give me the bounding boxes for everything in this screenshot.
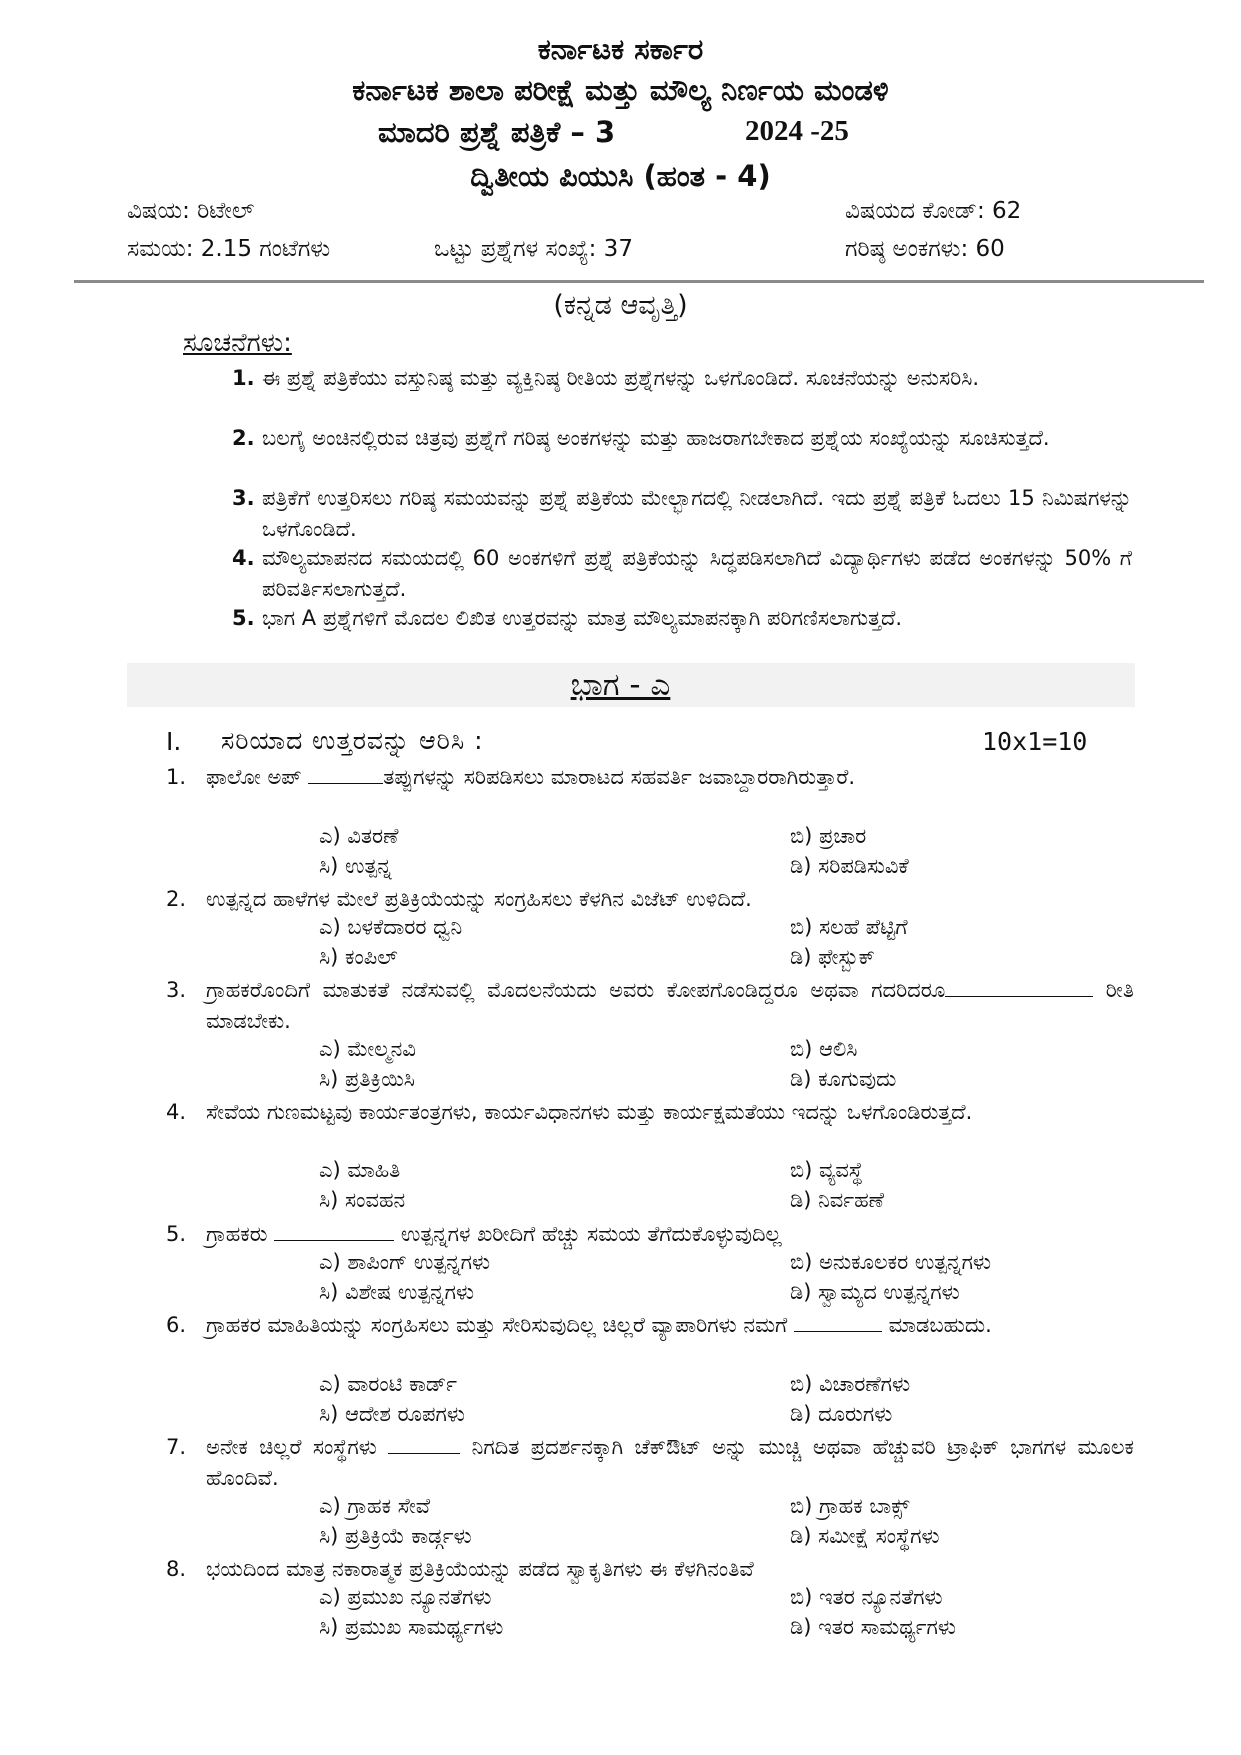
answer-blank bbox=[794, 1311, 882, 1332]
class-title: ದ್ವಿತೀಯ ಪಿಯುಸಿ (ಹಂತ - 4) bbox=[470, 159, 771, 193]
instruction-text: ಪತ್ರಿಕೆಗೆ ಉತ್ತರಿಸಲು ಗರಿಷ್ಠ ಸಮಯವನ್ನು ಪ್ರಶ್ನೆ ಪತ್ರಿಕೆಯ ಮೇಲ್ಭಾಗದಲ್ಲಿ ನೀಡಲಾಗಿದೆ. ಇದು ಪ್ರಶ್ನೆ ಪತ್ರಿಕೆ ಓದಲು 15 ನಿಮಿಷಗಳನ್ನು ಒಳಗೊಂಡಿದೆ. bbox=[262, 486, 1132, 541]
option-a: ಎ) ಶಾಪಿಂಗ್ ಉತ್ಪನ್ನಗಳು bbox=[319, 1250, 491, 1274]
option-b: ಬಿ) ಪ್ರಚಾರ bbox=[790, 824, 867, 848]
question bbox=[166, 1554, 1134, 1585]
instruction-text: ಮೌಲ್ಯಮಾಪನದ ಸಮಯದಲ್ಲಿ 60 ಅಂಕಗಳಿಗೆ ಪ್ರಶ್ನೆ ಪತ್ರಿಕೆಯನ್ನು ಸಿದ್ಧಪಡಿಸಲಾಗಿದೆ ವಿದ್ಯಾರ್ಥಿಗಳು ಪಡೆದ ಅಂಕಗಳನ್ನು 50% ಗೆ ಪರಿವರ್ತಿಸಲಾಗುತ್ತದೆ. bbox=[262, 546, 1132, 601]
option-c: ಸಿ) ಸಂವಹನ bbox=[319, 1188, 406, 1212]
instruction-text: ಈ ಪ್ರಶ್ನೆ ಪತ್ರಿಕೆಯು ವಸ್ತುನಿಷ್ಠ ಮತ್ತು ವ್ಯಕ್ತಿನಿಷ್ಠ ರೀತಿಯ ಪ್ರಶ್ನೆಗಳನ್ನು ಒಳಗೊಂಡಿದೆ. ಸೂಚನೆಯನ್ನು ಅನುಸರಿಸಿ. bbox=[262, 366, 980, 390]
option-a: ಎ) ಬಳಕೆದಾರರ ಧ್ವನಿ bbox=[319, 915, 463, 939]
instruction-item bbox=[232, 543, 1132, 605]
option-a: ಎ) ಪ್ರಮುಖ ನ್ಯೂನತೆಗಳು bbox=[319, 1585, 492, 1609]
option-a: ಎ) ಗ್ರಾಹಕ ಸೇವೆ bbox=[319, 1494, 431, 1518]
option-b: ಬಿ) ವಿಚಾರಣೆಗಳು bbox=[790, 1372, 911, 1396]
question-text bbox=[206, 1219, 1134, 1250]
instruction-number: 1. bbox=[232, 366, 255, 390]
question-text-after: ರೀತಿ ಮಾಡಬೇಕು. bbox=[206, 978, 1134, 1033]
question-number: 4. bbox=[166, 1100, 187, 1124]
option-d: ಡಿ) ಫೇಸ್ಬುಕ್ bbox=[790, 945, 875, 969]
question-text-after: ಮಾಡಬಹುದು. bbox=[888, 1313, 992, 1337]
question-text bbox=[206, 1310, 1134, 1341]
question bbox=[166, 1097, 1134, 1128]
answer-blank bbox=[274, 1220, 394, 1241]
question-text-before: ಗ್ರಾಹಕರು bbox=[206, 1222, 268, 1246]
paper-title: ಮಾದರಿ ಪ್ರಶ್ನೆ ಪತ್ರಿಕೆ – 3 bbox=[378, 115, 616, 149]
instruction-number: 2. bbox=[232, 426, 255, 450]
option-a: ಎ) ವಿತರಣೆ bbox=[319, 824, 399, 848]
option-a: ಎ) ಮೇಲ್ಮನವಿ bbox=[319, 1037, 416, 1061]
question bbox=[166, 1219, 1134, 1250]
part-title: ಭಾಗ - ಎ bbox=[570, 667, 671, 703]
instruction-item bbox=[232, 423, 1132, 454]
instruction-number: 4. bbox=[232, 546, 255, 570]
section-marks: 10x1=10 bbox=[982, 727, 1088, 756]
edition-label: (ಕನ್ನಡ ಆವೃತ್ತಿ) bbox=[553, 290, 688, 321]
question-text-before: ಫಾಲೋ ಅಪ್ bbox=[206, 765, 302, 789]
option-b: ಬಿ) ವ್ಯವಸ್ಥೆ bbox=[790, 1158, 863, 1182]
question-text: ಉತ್ಪನ್ನದ ಹಾಳೆಗಳ ಮೇಲೆ ಪ್ರತಿಕ್ರಿಯೆಯನ್ನು ಸಂಗ್ರಹಿಸಲು ಕೆಳಗಿನ ವಿಜೆಟ್ ಉಳಿದಿದೆ. bbox=[206, 887, 752, 911]
option-b: ಬಿ) ಸಲಹೆ ಪೆಟ್ಟಿಗೆ bbox=[790, 915, 908, 939]
answer-blank bbox=[388, 1433, 460, 1454]
option-d: ಡಿ) ನಿರ್ವಹಣೆ bbox=[790, 1188, 884, 1212]
instruction-item bbox=[232, 603, 1132, 634]
board-title: ಕರ್ನಾಟಕ ಶಾಲಾ ಪರೀಕ್ಷೆ ಮತ್ತು ಮೌಲ್ಯ ನಿರ್ಣಯ ಮಂಡಳಿ bbox=[352, 73, 889, 107]
option-d: ಡಿ) ದೂರುಗಳು bbox=[790, 1402, 893, 1426]
option-a: ಎ) ವಾರಂಟಿ ಕಾರ್ಡ್ bbox=[319, 1372, 457, 1396]
question-text-before: ಗ್ರಾಹಕರೊಂದಿಗೆ ಮಾತುಕತೆ ನಡೆಸುವಲ್ಲಿ ಮೊದಲನೆಯದು ಅವರು ಕೋಪಗೊಂಡಿದ್ದರೂ ಅಥವಾ ಗದರಿದರೂ bbox=[206, 978, 946, 1002]
question-text bbox=[206, 975, 1134, 1037]
question-text: ಸೇವೆಯ ಗುಣಮಟ್ಟವು ಕಾರ್ಯತಂತ್ರಗಳು, ಕಾರ್ಯವಿಧಾನಗಳು ಮತ್ತು ಕಾರ್ಯಕ್ಷಮತೆಯು ಇದನ್ನು ಒಳಗೊಂಡಿರುತ್ತದೆ. bbox=[206, 1100, 973, 1124]
instructions-title: ಸೂಚನೆಗಳು: bbox=[183, 328, 292, 358]
instruction-item bbox=[232, 363, 1132, 394]
academic-year: 2024 -25 bbox=[745, 115, 849, 147]
option-c: ಸಿ) ಪ್ರತಿಕ್ರಿಯೆ ಕಾರ್ಡ್ಗಳು bbox=[319, 1524, 472, 1548]
option-b: ಬಿ) ಅನುಕೂಲಕರ ಉತ್ಪನ್ನಗಳು bbox=[790, 1250, 992, 1274]
option-c: ಸಿ) ಆದೇಶ ರೂಪಗಳು bbox=[319, 1402, 465, 1426]
option-b: ಬಿ) ಇತರ ನ್ಯೂನತೆಗಳು bbox=[790, 1585, 943, 1609]
question-number: 7. bbox=[166, 1435, 187, 1459]
option-d: ಡಿ) ಸಮೀಕ್ಷೆ ಸಂಸ್ಥೆಗಳು bbox=[790, 1524, 940, 1548]
option-c: ಸಿ) ಕಂಪಿಲ್ bbox=[319, 945, 398, 969]
question-number: 1. bbox=[166, 765, 187, 789]
section-number: I. bbox=[166, 727, 182, 756]
instruction-item bbox=[232, 483, 1132, 545]
question-number: 3. bbox=[166, 978, 187, 1002]
max-marks: ಗರಿಷ್ಠ ಅಂಕಗಳು: 60 bbox=[845, 236, 1005, 262]
option-d: ಡಿ) ಕೂಗುವುದು bbox=[790, 1067, 897, 1091]
option-b: ಬಿ) ಗ್ರಾಹಕ ಬಾಕ್ಸ್ bbox=[790, 1494, 910, 1518]
instruction-text: ಭಾಗ A ಪ್ರಶ್ನೆಗಳಿಗೆ ಮೊದಲ ಲಿಖಿತ ಉತ್ತರವನ್ನು ಮಾತ್ರ ಮೌಲ್ಯಮಾಪನಕ್ಕಾಗಿ ಪರಿಗಣಿಸಲಾಗುತ್ತದೆ. bbox=[262, 606, 903, 630]
question-text-before: ಅನೇಕ ಚಿಲ್ಲರೆ ಸಂಸ್ಥೆಗಳು bbox=[206, 1435, 377, 1459]
time-label: ಸಮಯ: 2.15 ಗಂಟೆಗಳು bbox=[127, 236, 331, 262]
answer-blank bbox=[308, 763, 383, 784]
option-c: ಸಿ) ವಿಶೇಷ ಉತ್ಪನ್ನಗಳು bbox=[319, 1280, 475, 1304]
instruction-text: ಬಲಗೈ ಅಂಚಿನಲ್ಲಿರುವ ಚಿತ್ರವು ಪ್ರಶ್ನೆಗೆ ಗರಿಷ್ಠ ಅಂಕಗಳನ್ನು ಮತ್ತು ಹಾಜರಾಗಬೇಕಾದ ಪ್ರಶ್ನೆಯ ಸಂಖ್ಯೆಯನ್ನು ಸೂಚಿಸುತ್ತದೆ. bbox=[262, 426, 1050, 450]
instruction-number: 5. bbox=[232, 606, 255, 630]
question-text-after: ನಿಗದಿತ ಪ್ರದರ್ಶನಕ್ಕಾಗಿ ಚೆಕ್ಔಟ್ ಅನ್ನು ಮುಚ್ಚಿ ಅಥವಾ ಹೆಚ್ಚುವರಿ ಟ್ರಾಫಿಕ್ ಭಾಗಗಳ ಮೂಲಕ ಹೊಂದಿವೆ. bbox=[206, 1435, 1134, 1490]
govt-title: ಕರ್ನಾಟಕ ಸರ್ಕಾರ bbox=[537, 32, 704, 66]
question-number: 5. bbox=[166, 1222, 187, 1246]
question-number: 6. bbox=[166, 1313, 187, 1337]
question bbox=[166, 975, 1134, 1037]
question bbox=[166, 884, 1134, 915]
option-b: ಬಿ) ಆಲಿಸಿ bbox=[790, 1037, 858, 1061]
option-d: ಡಿ) ಸ್ವಾಮ್ಯದ ಉತ್ಪನ್ನಗಳು bbox=[790, 1280, 960, 1304]
option-a: ಎ) ಮಾಹಿತಿ bbox=[319, 1158, 401, 1182]
total-questions: ಒಟ್ಟು ಪ್ರಶ್ನೆಗಳ ಸಂಖ್ಯೆ: 37 bbox=[434, 236, 633, 262]
option-d: ಡಿ) ಸರಿಪಡಿಸುವಿಕೆ bbox=[790, 854, 909, 878]
answer-blank bbox=[945, 976, 1093, 997]
question-text: ಭಯದಿಂದ ಮಾತ್ರ ನಕಾರಾತ್ಮಕ ಪ್ರತಿಕ್ರಿಯೆಯನ್ನು ಪಡೆದ ಸ್ವಾಕೃತಿಗಳು ಈ ಕೆಳಗಿನಂತಿವೆ bbox=[206, 1557, 754, 1581]
question-text bbox=[206, 762, 1134, 793]
question bbox=[166, 1432, 1134, 1494]
instruction-number: 3. bbox=[232, 486, 255, 510]
question bbox=[166, 1310, 1134, 1341]
question-text-after: ತಪ್ಪುಗಳನ್ನು ಸರಿಪಡಿಸಲು ಮಾರಾಟದ ಸಹವರ್ತಿ ಜವಾಬ್ದಾರರಾಗಿರುತ್ತಾರೆ. bbox=[383, 765, 856, 789]
option-c: ಸಿ) ಉತ್ಪನ್ನ bbox=[319, 854, 392, 878]
question-number: 8. bbox=[166, 1557, 187, 1581]
subject-code: ವಿಷಯದ ಕೋಡ್: 62 bbox=[845, 198, 1022, 224]
option-c: ಸಿ) ಪ್ರಮುಖ ಸಾಮರ್ಥ್ಯಗಳು bbox=[319, 1615, 504, 1639]
question-text bbox=[206, 1432, 1134, 1494]
header-divider bbox=[74, 280, 1204, 283]
question-text-after: ಉತ್ಪನ್ನಗಳ ಖರೀದಿಗೆ ಹೆಚ್ಚು ಸಮಯ ತೆಗೆದುಕೊಳ್ಳುವುದಿಲ್ಲ bbox=[400, 1222, 782, 1246]
section-title: ಸರಿಯಾದ ಉತ್ತರವನ್ನು ಆರಿಸಿ : bbox=[221, 726, 484, 755]
question bbox=[166, 762, 1134, 793]
question-number: 2. bbox=[166, 887, 187, 911]
subject-label: ವಿಷಯ: ರಿಟೇಲ್ bbox=[127, 198, 255, 224]
question-text-before: ಗ್ರಾಹಕರ ಮಾಹಿತಿಯನ್ನು ಸಂಗ್ರಹಿಸಲು ಮತ್ತು ಸೇರಿಸುವುದಿಲ್ಲ ಚಿಲ್ಲರೆ ವ್ಯಾಪಾರಿಗಳು ನಮಗೆ bbox=[206, 1313, 788, 1337]
option-d: ಡಿ) ಇತರ ಸಾಮರ್ಥ್ಯಗಳು bbox=[790, 1615, 956, 1639]
option-c: ಸಿ) ಪ್ರತಿಕ್ರಿಯಿಸಿ bbox=[319, 1067, 415, 1091]
